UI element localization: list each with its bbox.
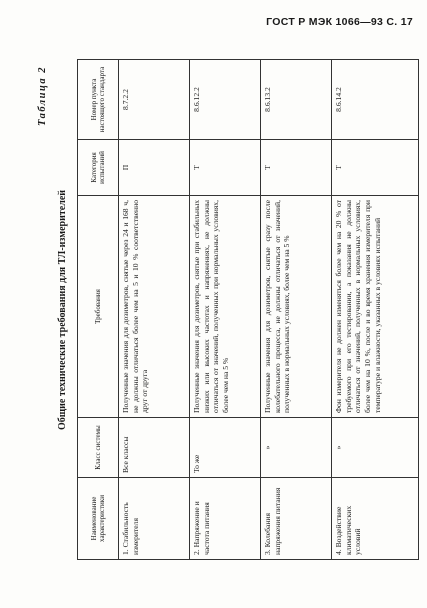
column-header-requirements: Требования	[78, 196, 119, 418]
table-title: Общие технические требования для ТЛ-измерителей	[57, 189, 68, 431]
table-row	[190, 60, 261, 560]
cell-system-class: То же	[190, 418, 261, 478]
cell-name: 1. Стабильность измерителя	[119, 478, 190, 560]
cell-requirement: Полученные значения для дозиметров, снятые при стабильных низких или высоких частотах и напряжениях, не должны отличаться от значений, полученных при нормальных условиях, более чем на 5 %	[190, 196, 261, 418]
cell-test-category: Т	[332, 140, 419, 196]
table-row	[261, 60, 332, 560]
cell-test-category: П	[119, 140, 190, 196]
cell-test-category: Т	[190, 140, 261, 196]
cell-clause: 8.6.12.2	[190, 60, 261, 140]
cell-name: 3. Колебания напряжения питания	[261, 478, 332, 560]
cell-clause: 8.6.13.2	[261, 60, 332, 140]
cell-test-category: Т	[261, 140, 332, 196]
cell-system-class: »	[332, 418, 419, 478]
cell-clause: 8.6.14.2	[332, 60, 419, 140]
column-header-test-category: Категория испытаний	[78, 140, 119, 196]
page-header: ГОСТ Р МЭК 1066—93 С. 17	[266, 16, 413, 28]
column-header-system-class: Класс системы	[78, 418, 119, 478]
column-header-name: Наименование характеристики	[78, 478, 119, 560]
table-row	[332, 60, 419, 560]
requirements-table	[77, 59, 419, 560]
rotated-table-page	[31, 60, 403, 560]
table-header-row	[78, 60, 119, 560]
cell-system-class: »	[261, 418, 332, 478]
cell-system-class: Все классы	[119, 418, 190, 478]
cell-requirement: Фон измерителя не должен изменяться более чем на 20 % от требуемого при его тестировании, а показания не должны отличаться от значений, полученных в нормальных условиях, более чем на 10 %, после и во время хранения измерителя при температуре и влажности, указанных в условиях испытаний	[332, 196, 419, 418]
table-row	[119, 60, 190, 560]
column-header-clause: Номер пункта настоящего стандарта	[78, 60, 119, 140]
table-caption: Таблица 2	[37, 66, 48, 126]
cell-clause: 8.7.2.2	[119, 60, 190, 140]
cell-requirement: Полученные значения для дозиметров, снятые сразу после колебательного процесса, не должны отличаться от значений, полученных в нормальных условиях, более чем на 5 %	[261, 196, 332, 418]
cell-name: 2. Напряжение и частота питания	[190, 478, 261, 560]
cell-name: 4. Воздействие климатических условий	[332, 478, 419, 560]
cell-requirement: Полученные значения для дозиметров, снятые через 24 и 168 ч, не должны отличаться более чем на 5 и 10 % соответственно друг от друга	[119, 196, 190, 418]
